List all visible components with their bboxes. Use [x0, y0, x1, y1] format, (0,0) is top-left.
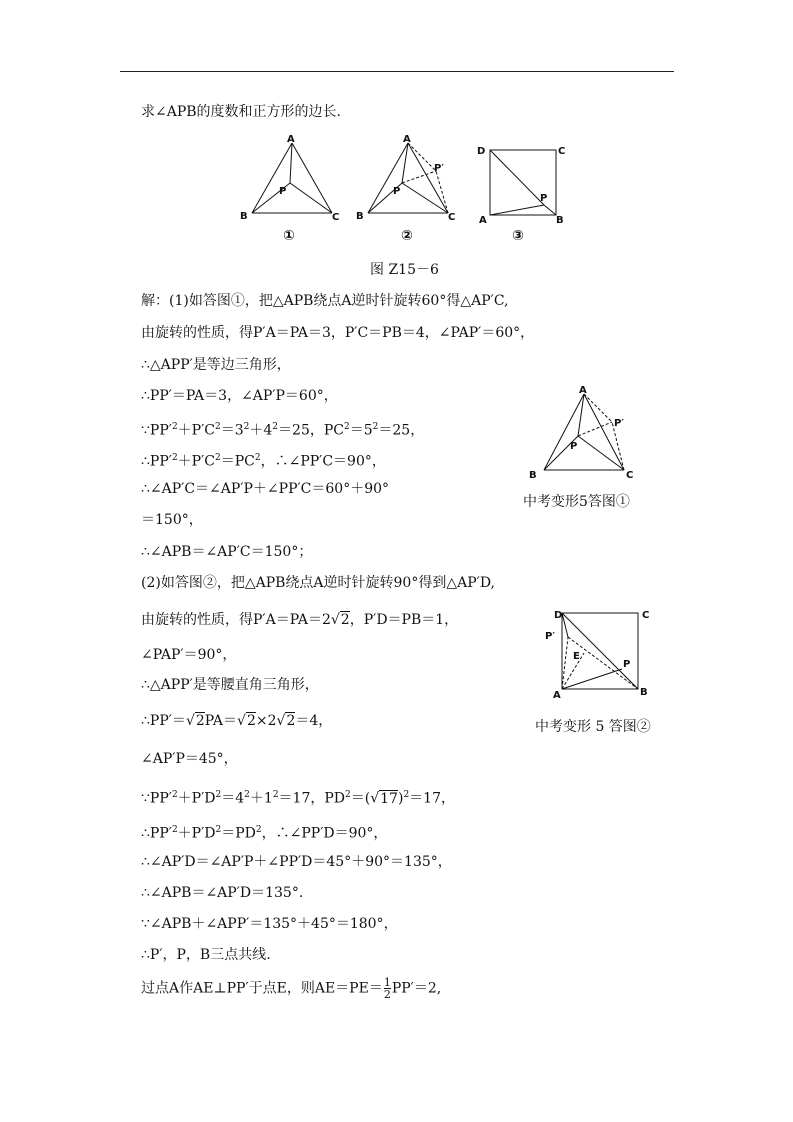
p2-line-10: ∴∠APB＝∠AP′D＝135°. [141, 885, 304, 901]
side2-label-d: D [554, 610, 563, 621]
p1-line-5: $\because PP'^2+P'C^2=3^2+4^2=25$，$PC^2=5^2=25$， [141, 422, 425, 439]
p2-line-8: $\therefore PP'^2+P'D^2=PD^2$，∴∠PP′D＝90°， [141, 825, 388, 842]
side2-label-c: C [642, 610, 650, 621]
figure-2 [352, 133, 462, 248]
side1-label-c: C [626, 470, 634, 481]
p2-line-5: ∴PP′＝√2PA＝√2×2√2＝4， [141, 713, 333, 729]
side-figure-2-caption: 中考变形 5 答图② [535, 719, 651, 735]
side-figure-1-caption: 中考变形5答图① [523, 494, 630, 510]
p2-line-11: ∵∠APB＋∠APP′＝135°＋45°＝180°， [141, 916, 398, 932]
fig3-label-b: B [556, 215, 564, 226]
fig2-label-p-prime: P′ [434, 163, 444, 174]
p2-line-6: ∠AP′P＝45°， [141, 751, 238, 767]
fraction-half: $\frac{1}{2}$ [383, 976, 391, 1001]
fig3-label-p: P [540, 193, 548, 204]
fig2-label-a: A [403, 134, 411, 145]
fig2-number: ② [401, 228, 413, 244]
fig2-label-p: P [393, 186, 401, 197]
fig3-label-c: C [558, 146, 566, 157]
p1-line-9: ∴∠APB＝∠AP′C＝150°； [141, 544, 313, 560]
fig1-label-b: B [240, 211, 248, 222]
fig1-label-p: P [279, 186, 287, 197]
side2-label-p: P [623, 659, 631, 670]
header-rule [120, 71, 674, 72]
side2-label-a: A [553, 690, 561, 701]
p2-line-13: 过点A作AE⊥PP′于点E，则AE＝PE＝ $\frac{1}{2}$ PP′＝2, [141, 976, 442, 1001]
side2-label-b: B [640, 687, 648, 698]
p1-line-8: ＝150°， [141, 512, 203, 528]
p1-line-3: ∴△APP′是等边三角形， [141, 357, 291, 373]
p1-line-4: ∴PP′＝PA＝3，∠AP′P＝60°， [141, 388, 338, 404]
fig3-number: ③ [512, 228, 524, 244]
fig1-number: ① [283, 228, 295, 244]
p2-line-3: ∠PAP′＝90°， [141, 647, 237, 663]
p2-intro: (2)如答图②，把△APB绕点A逆时针旋转90°得到△AP′D, [141, 575, 495, 591]
figure-caption: 图 Z15－6 [370, 262, 439, 278]
fig3-label-a: A [479, 215, 487, 226]
side1-label-p-prime: P′ [614, 418, 624, 429]
p1-line-7: ∴∠AP′C＝∠AP′P＋∠PP′C＝60°＋90° [141, 481, 390, 497]
figure-1 [236, 133, 346, 248]
side1-label-p: P [570, 441, 578, 452]
p2-line-12: ∴P′，P，B三点共线. [141, 947, 271, 963]
side-figure-1 [520, 384, 650, 484]
side1-label-b: B [529, 470, 537, 481]
p1-intro: 解：(1)如答图①，把△APB绕点A逆时针旋转60°得△AP′C, [141, 293, 509, 309]
fig1-label-a: A [287, 134, 295, 145]
p1-line-6: $\therefore PP'^2+P'C^2=PC^2$，∴∠PP′C＝90°， [141, 453, 386, 470]
p1-line-2: 由旋转的性质，得P′A＝PA＝3，P′C＝PB＝4，∠PAP′＝60°， [141, 325, 535, 341]
fig2-label-c: C [448, 212, 456, 223]
side1-label-a: A [579, 385, 587, 396]
intro-text: 求∠APB的度数和正方形的边长. [141, 104, 341, 120]
p2-line-9: ∴∠AP′D＝∠AP′P＋∠PP′D＝45°＋90°＝135°， [141, 854, 452, 870]
side-figure-2 [538, 603, 668, 703]
fig1-label-c: C [332, 212, 340, 223]
p2-line-2: 由旋转的性质，得P′A＝PA＝2√2，P′D＝PB＝1， [141, 612, 459, 628]
p2-line-4: ∴△APP′是等腰直角三角形， [141, 677, 319, 693]
figure-3 [474, 140, 574, 248]
fig3-label-d: D [477, 146, 486, 157]
side2-label-p-prime: P′ [545, 631, 555, 642]
side2-label-e: E [573, 651, 580, 662]
p2-line-7: $\because PP'^2+P'D^2=4^2+1^2=17$，$PD^2=(√17)^2=17$， [141, 790, 455, 807]
fig2-label-b: B [356, 211, 364, 222]
